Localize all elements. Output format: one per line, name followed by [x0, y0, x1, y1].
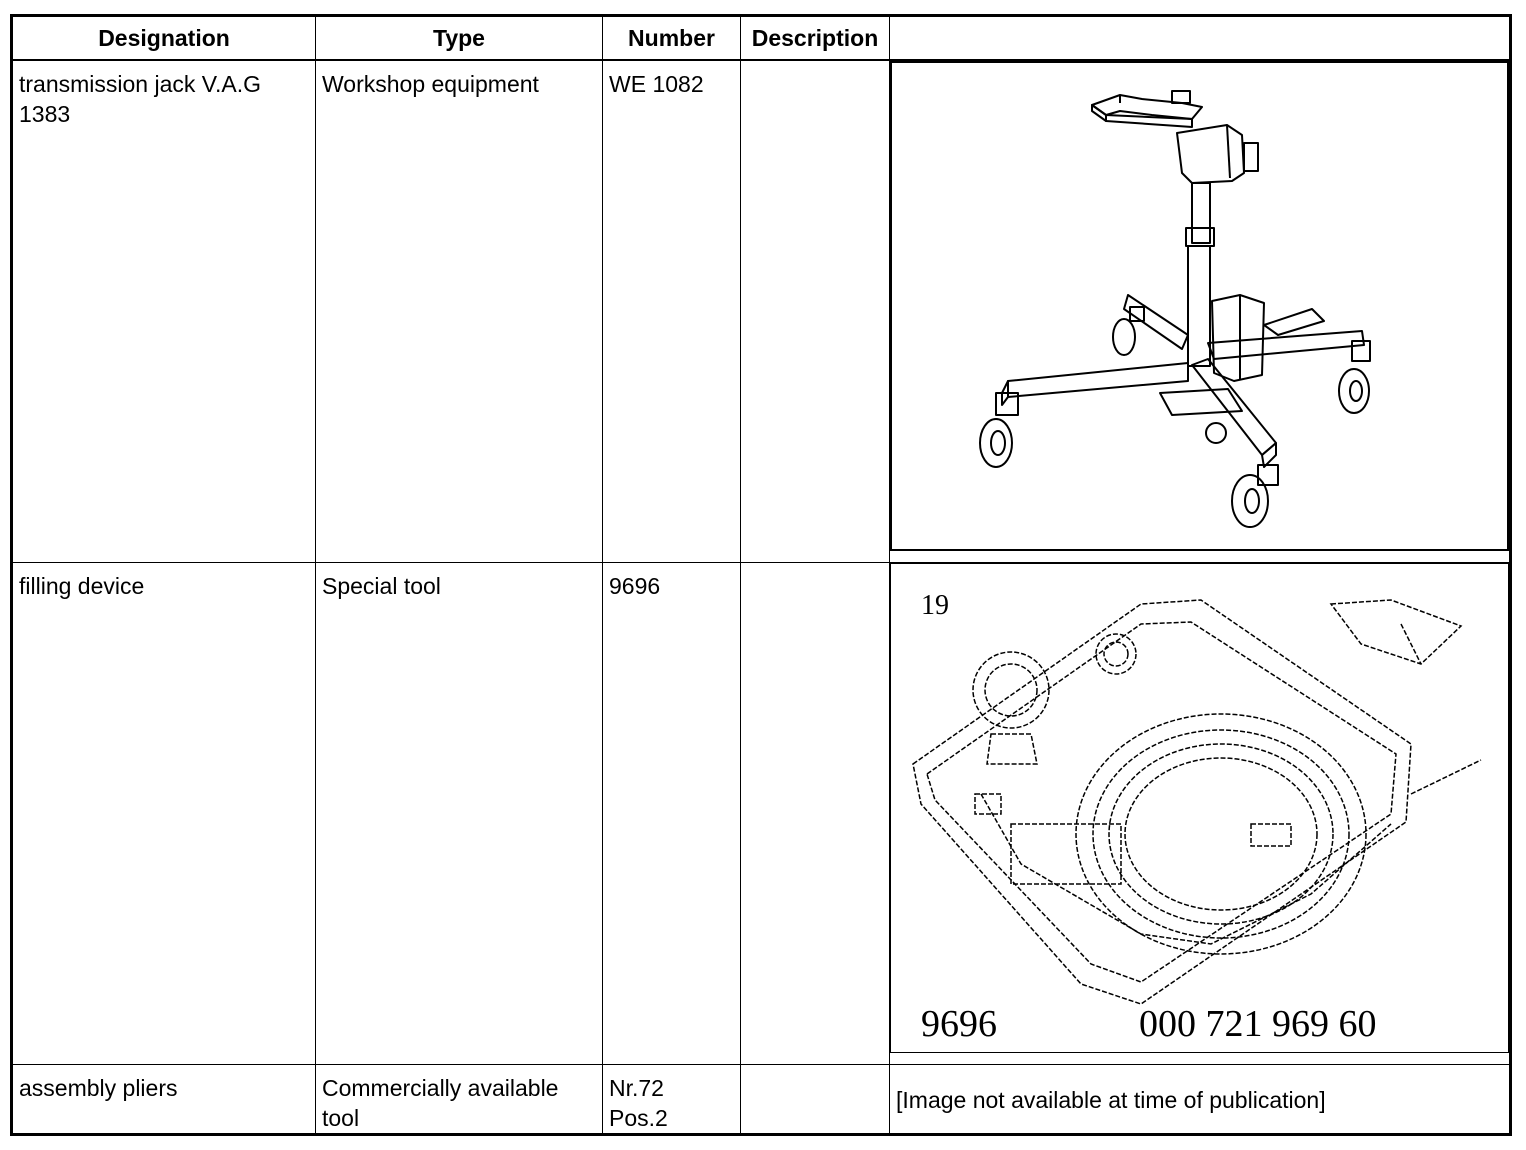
- header-number: Number: [603, 16, 741, 61]
- transmission-jack-image: [890, 61, 1509, 551]
- designation-cell: [12, 60, 316, 562]
- number-line: Pos.2: [609, 1104, 668, 1131]
- transmission-jack-icon: [892, 63, 1496, 549]
- description-text: [741, 61, 889, 69]
- type-text: Special tool: [322, 572, 441, 599]
- designation-text: assembly pliers: [19, 1074, 178, 1101]
- number-cell: [603, 60, 741, 562]
- type-text: Workshop equipment: [322, 71, 539, 97]
- header-description: Description: [741, 16, 890, 61]
- description-text: [741, 563, 889, 571]
- description-cell: [741, 562, 890, 1064]
- designation-cell: [12, 1064, 316, 1135]
- designation-text: transmission jack V.A.G 1383: [19, 71, 262, 127]
- header-type: Type: [316, 16, 603, 61]
- filling-device-image: [890, 563, 1509, 1053]
- number-cell: [603, 1064, 741, 1135]
- type-cell: [316, 1064, 603, 1135]
- header-row: [12, 16, 1511, 61]
- number-text: WE 1082: [609, 71, 704, 97]
- description-cell: [741, 1064, 890, 1135]
- image-label-right: 000 721 969 60: [1139, 1002, 1377, 1045]
- description-text: [741, 1065, 889, 1073]
- header-designation: Designation: [12, 16, 316, 61]
- number-cell: [603, 562, 741, 1064]
- type-text: Commercially available tool: [322, 1074, 559, 1131]
- tools-table: [10, 14, 1512, 1136]
- image-unavailable-text: [Image not available at time of publication]: [896, 1086, 1326, 1113]
- image-label-left: 9696: [921, 1002, 997, 1045]
- number-text: [603, 1065, 740, 1133]
- type-cell: [316, 562, 603, 1064]
- designation-text: filling device: [19, 572, 145, 599]
- description-cell: [741, 60, 890, 562]
- image-label-19: 19: [921, 589, 949, 621]
- header-image: [890, 16, 1511, 61]
- image-cell: [890, 60, 1511, 562]
- table-row: [12, 1064, 1511, 1135]
- caster-wheel: [980, 393, 1018, 467]
- designation-cell: [12, 562, 316, 1064]
- number-text: 9696: [609, 572, 661, 599]
- table-row: [12, 60, 1511, 562]
- type-cell: [316, 60, 603, 562]
- number-line: Nr.72: [609, 1074, 664, 1101]
- table-row: [12, 562, 1511, 1064]
- image-cell: [890, 1064, 1511, 1135]
- filling-device-icon: [891, 564, 1497, 1052]
- image-cell: [890, 562, 1511, 1064]
